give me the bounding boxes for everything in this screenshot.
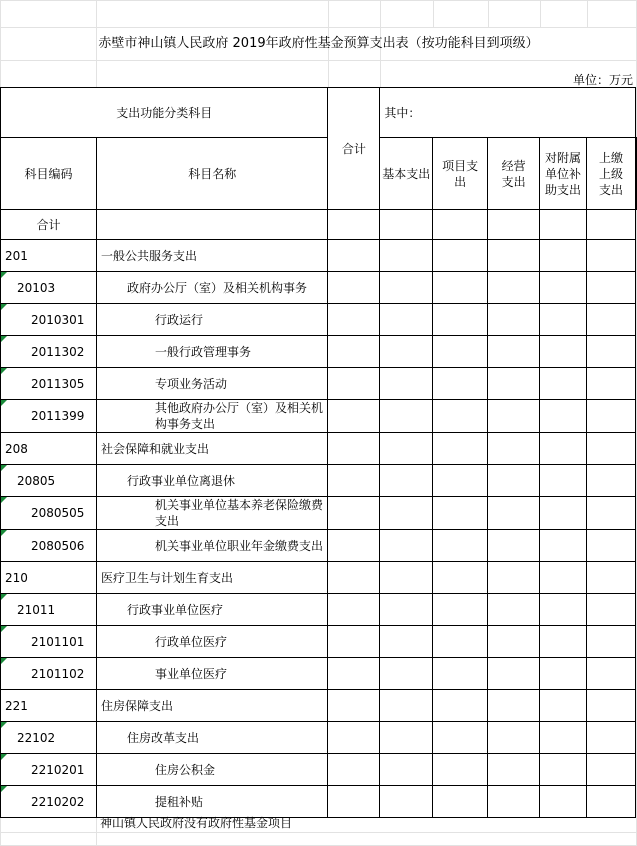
header-extra xyxy=(636,138,637,210)
row-code-text: 21011 xyxy=(17,602,56,617)
cell[interactable] xyxy=(380,690,433,722)
cell[interactable] xyxy=(380,594,433,626)
cell[interactable] xyxy=(587,497,636,530)
cell[interactable] xyxy=(328,433,380,465)
header-project-text: 项目支出 xyxy=(442,158,479,189)
cell[interactable] xyxy=(328,368,380,400)
cell[interactable] xyxy=(488,722,540,754)
cell[interactable] xyxy=(488,658,540,690)
cell[interactable] xyxy=(587,400,636,433)
row-code-text: 2080506 xyxy=(31,538,85,553)
cell[interactable] xyxy=(540,433,587,465)
cell[interactable] xyxy=(587,594,636,626)
cell[interactable] xyxy=(488,240,540,272)
row-code[interactable] xyxy=(1,530,97,562)
cell[interactable] xyxy=(488,304,540,336)
unit-label: 单位：万元 xyxy=(572,73,633,87)
cell[interactable] xyxy=(328,530,380,562)
header-operating xyxy=(488,138,540,210)
cell[interactable] xyxy=(587,304,636,336)
text-number-indicator-icon xyxy=(1,626,7,632)
cell[interactable] xyxy=(540,786,587,818)
row-code[interactable] xyxy=(1,400,97,433)
total-label: 合计 xyxy=(1,210,97,240)
text-number-indicator-icon xyxy=(1,465,7,471)
cell[interactable] xyxy=(540,594,587,626)
table-row xyxy=(1,786,637,818)
row-name[interactable]: 机关事业单位职业年金缴费支出 xyxy=(96,530,328,562)
cell[interactable] xyxy=(488,530,540,562)
cell[interactable] xyxy=(328,690,380,722)
row-name[interactable]: 机关事业单位基本养老保险缴费支出 xyxy=(96,497,328,530)
table-row xyxy=(1,594,637,626)
budget-table xyxy=(0,87,637,818)
cell[interactable] xyxy=(587,754,636,786)
cell[interactable] xyxy=(380,562,433,594)
text-number-indicator-icon xyxy=(1,658,7,664)
table-body xyxy=(1,240,637,818)
text-number-indicator-icon xyxy=(1,368,7,374)
row-code[interactable] xyxy=(1,304,97,336)
row-code-text: 221 xyxy=(5,698,28,713)
cell[interactable] xyxy=(488,368,540,400)
cell[interactable] xyxy=(380,786,433,818)
cell[interactable] xyxy=(488,497,540,530)
cell[interactable] xyxy=(380,240,433,272)
cell[interactable] xyxy=(380,465,433,497)
cell xyxy=(96,210,328,240)
cell[interactable] xyxy=(328,626,380,658)
row-code-text: 201 xyxy=(5,248,28,263)
cell[interactable] xyxy=(380,272,433,304)
cell[interactable] xyxy=(433,400,488,433)
cell[interactable] xyxy=(587,562,636,594)
cell[interactable] xyxy=(540,272,587,304)
cell[interactable] xyxy=(540,336,587,368)
table-row xyxy=(1,465,637,497)
cell xyxy=(587,210,636,240)
cell[interactable] xyxy=(488,336,540,368)
cell[interactable] xyxy=(328,240,380,272)
row-name[interactable]: 其他政府办公厅（室）及相关机构事务支出 xyxy=(96,400,328,433)
cell[interactable] xyxy=(540,497,587,530)
table-row xyxy=(1,304,637,336)
row-code-text: 208 xyxy=(5,441,28,456)
cell[interactable] xyxy=(540,240,587,272)
cell xyxy=(540,210,587,240)
table-row xyxy=(1,754,637,786)
row-name[interactable]: 提租补贴 xyxy=(96,786,328,818)
cell[interactable] xyxy=(328,336,380,368)
header-basic: 基本支出 xyxy=(380,138,433,210)
cell[interactable] xyxy=(380,626,433,658)
cell[interactable] xyxy=(488,562,540,594)
row-code-text: 2010301 xyxy=(31,312,85,327)
cell[interactable] xyxy=(433,240,488,272)
header-category: 支出功能分类科目 xyxy=(1,88,328,138)
cell[interactable] xyxy=(488,400,540,433)
cell[interactable] xyxy=(433,465,488,497)
cell[interactable] xyxy=(488,465,540,497)
row-code[interactable] xyxy=(1,465,97,497)
row-name[interactable]: 政府办公厅（室）及相关机构事务 xyxy=(96,272,328,304)
row-name[interactable]: 住房保障支出 xyxy=(96,690,328,722)
text-number-indicator-icon xyxy=(1,304,7,310)
cell[interactable] xyxy=(488,690,540,722)
table-row xyxy=(1,626,637,658)
cell[interactable] xyxy=(540,562,587,594)
cell[interactable] xyxy=(433,754,488,786)
cell[interactable] xyxy=(380,754,433,786)
text-number-indicator-icon xyxy=(1,272,7,278)
header-row-2 xyxy=(1,138,637,210)
header-operating-text: 经营支出 xyxy=(501,158,526,189)
cell[interactable] xyxy=(380,722,433,754)
table-row xyxy=(1,336,637,368)
cell[interactable] xyxy=(433,272,488,304)
header-name: 科目名称 xyxy=(96,138,328,210)
header-total: 合计 xyxy=(328,88,380,210)
cell[interactable] xyxy=(540,368,587,400)
cell[interactable] xyxy=(433,368,488,400)
text-number-indicator-icon xyxy=(1,530,7,536)
total-row xyxy=(1,210,637,240)
cell[interactable] xyxy=(433,594,488,626)
row-name[interactable]: 住房改革支出 xyxy=(96,722,328,754)
text-number-indicator-icon xyxy=(1,754,7,760)
cell[interactable] xyxy=(540,400,587,433)
cell[interactable] xyxy=(540,530,587,562)
cell[interactable] xyxy=(433,658,488,690)
row-code-text: 2210201 xyxy=(31,762,85,777)
cell[interactable] xyxy=(433,626,488,658)
cell[interactable] xyxy=(328,304,380,336)
text-number-indicator-icon xyxy=(1,336,7,342)
header-row-1 xyxy=(1,88,637,138)
cell[interactable] xyxy=(380,336,433,368)
cell[interactable] xyxy=(433,433,488,465)
cell[interactable] xyxy=(540,722,587,754)
row-code[interactable] xyxy=(1,562,97,594)
cell[interactable] xyxy=(328,465,380,497)
row-code[interactable] xyxy=(1,240,97,272)
cell[interactable] xyxy=(587,658,636,690)
table-row xyxy=(1,658,637,690)
cell[interactable] xyxy=(587,530,636,562)
cell[interactable] xyxy=(540,304,587,336)
cell xyxy=(488,210,540,240)
cell[interactable] xyxy=(488,626,540,658)
cell[interactable] xyxy=(587,433,636,465)
row-name[interactable]: 行政运行 xyxy=(96,304,328,336)
cell[interactable] xyxy=(540,754,587,786)
cell[interactable] xyxy=(540,465,587,497)
row-code-text: 2101102 xyxy=(31,666,85,681)
cell[interactable] xyxy=(587,626,636,658)
cell[interactable] xyxy=(587,272,636,304)
cell[interactable] xyxy=(433,562,488,594)
cell[interactable] xyxy=(488,594,540,626)
cell[interactable] xyxy=(328,497,380,530)
cell[interactable] xyxy=(328,754,380,786)
cell[interactable] xyxy=(488,754,540,786)
row-code-text: 2080505 xyxy=(31,506,85,520)
cell[interactable] xyxy=(587,368,636,400)
row-code-text: 210 xyxy=(5,570,28,585)
row-code-text: 20805 xyxy=(17,473,56,488)
cell[interactable] xyxy=(380,368,433,400)
cell[interactable] xyxy=(540,626,587,658)
cell[interactable] xyxy=(328,272,380,304)
footnote: 神山镇人民政府没有政府性基金项目 xyxy=(100,816,293,830)
header-subsidy-text: 对附属单位补助支出 xyxy=(545,150,582,197)
row-name[interactable]: 医疗卫生与计划生育支出 xyxy=(96,562,328,594)
cell[interactable] xyxy=(433,497,488,530)
table-row xyxy=(1,400,637,433)
cell[interactable] xyxy=(540,658,587,690)
table-row xyxy=(1,497,637,530)
row-name[interactable]: 一般行政管理事务 xyxy=(96,336,328,368)
header-project xyxy=(433,138,488,210)
table-row xyxy=(1,368,637,400)
row-name[interactable]: 住房公积金 xyxy=(96,754,328,786)
cell[interactable] xyxy=(587,240,636,272)
row-code[interactable] xyxy=(1,272,97,304)
cell[interactable] xyxy=(328,786,380,818)
row-code[interactable] xyxy=(1,594,97,626)
row-code[interactable] xyxy=(1,690,97,722)
cell[interactable] xyxy=(587,465,636,497)
table-row xyxy=(1,272,637,304)
cell[interactable] xyxy=(328,400,380,433)
row-name[interactable]: 事业单位医疗 xyxy=(96,658,328,690)
row-code-text: 20103 xyxy=(17,280,56,295)
cell[interactable] xyxy=(587,786,636,818)
row-code[interactable] xyxy=(1,722,97,754)
row-code-text: 2101101 xyxy=(31,634,85,649)
cell[interactable] xyxy=(433,722,488,754)
cell xyxy=(328,210,380,240)
cell[interactable] xyxy=(433,304,488,336)
cell[interactable] xyxy=(328,722,380,754)
cell xyxy=(380,210,433,240)
text-number-indicator-icon xyxy=(1,786,7,792)
header-among: 其中： xyxy=(380,88,636,138)
header-upper-text: 上缴上级支出 xyxy=(598,150,623,197)
row-code-text: 2011302 xyxy=(31,344,85,359)
header-code: 科目编码 xyxy=(1,138,97,210)
table-row xyxy=(1,562,637,594)
cell[interactable] xyxy=(587,336,636,368)
cell[interactable] xyxy=(380,400,433,433)
row-code[interactable] xyxy=(1,786,97,818)
row-name[interactable]: 一般公共服务支出 xyxy=(96,240,328,272)
page-title: 赤壁市神山镇人民政府 2019年政府性基金预算支出表（按功能科目到项级） xyxy=(98,36,539,51)
row-name[interactable]: 行政单位医疗 xyxy=(96,626,328,658)
cell[interactable] xyxy=(488,433,540,465)
table-row xyxy=(1,690,637,722)
text-number-indicator-icon xyxy=(1,497,7,503)
cell[interactable] xyxy=(587,690,636,722)
text-number-indicator-icon xyxy=(1,594,7,600)
cell[interactable] xyxy=(328,594,380,626)
cell[interactable] xyxy=(433,786,488,818)
cell[interactable] xyxy=(433,336,488,368)
text-number-indicator-icon xyxy=(1,722,7,728)
cell[interactable] xyxy=(380,304,433,336)
cell[interactable] xyxy=(587,722,636,754)
header-subsidy xyxy=(540,138,587,210)
cell xyxy=(433,210,488,240)
row-code-text: 22102 xyxy=(17,730,56,745)
row-code-text: 2210202 xyxy=(31,794,85,809)
cell[interactable] xyxy=(328,658,380,690)
row-code[interactable] xyxy=(1,433,97,465)
cell[interactable] xyxy=(433,530,488,562)
cell[interactable] xyxy=(328,562,380,594)
table-row xyxy=(1,530,637,562)
cell[interactable] xyxy=(380,497,433,530)
text-number-indicator-icon xyxy=(1,400,7,406)
cell[interactable] xyxy=(488,786,540,818)
cell[interactable] xyxy=(540,690,587,722)
row-code-text: 2011399 xyxy=(31,409,85,423)
row-name[interactable]: 行政事业单位离退休 xyxy=(96,465,328,497)
row-code[interactable] xyxy=(1,658,97,690)
row-code[interactable] xyxy=(1,497,97,530)
cell[interactable] xyxy=(380,658,433,690)
row-code[interactable] xyxy=(1,754,97,786)
cell[interactable] xyxy=(380,433,433,465)
row-code[interactable] xyxy=(1,336,97,368)
cell[interactable] xyxy=(488,272,540,304)
table-row xyxy=(1,722,637,754)
row-name[interactable]: 社会保障和就业支出 xyxy=(96,433,328,465)
row-code[interactable] xyxy=(1,626,97,658)
cell[interactable] xyxy=(380,530,433,562)
header-upper xyxy=(587,138,636,210)
table-row xyxy=(1,433,637,465)
row-code-text: 2011305 xyxy=(31,376,85,391)
row-name[interactable]: 专项业务活动 xyxy=(96,368,328,400)
row-name[interactable]: 行政事业单位医疗 xyxy=(96,594,328,626)
row-code[interactable] xyxy=(1,368,97,400)
table-row xyxy=(1,240,637,272)
cell[interactable] xyxy=(433,690,488,722)
